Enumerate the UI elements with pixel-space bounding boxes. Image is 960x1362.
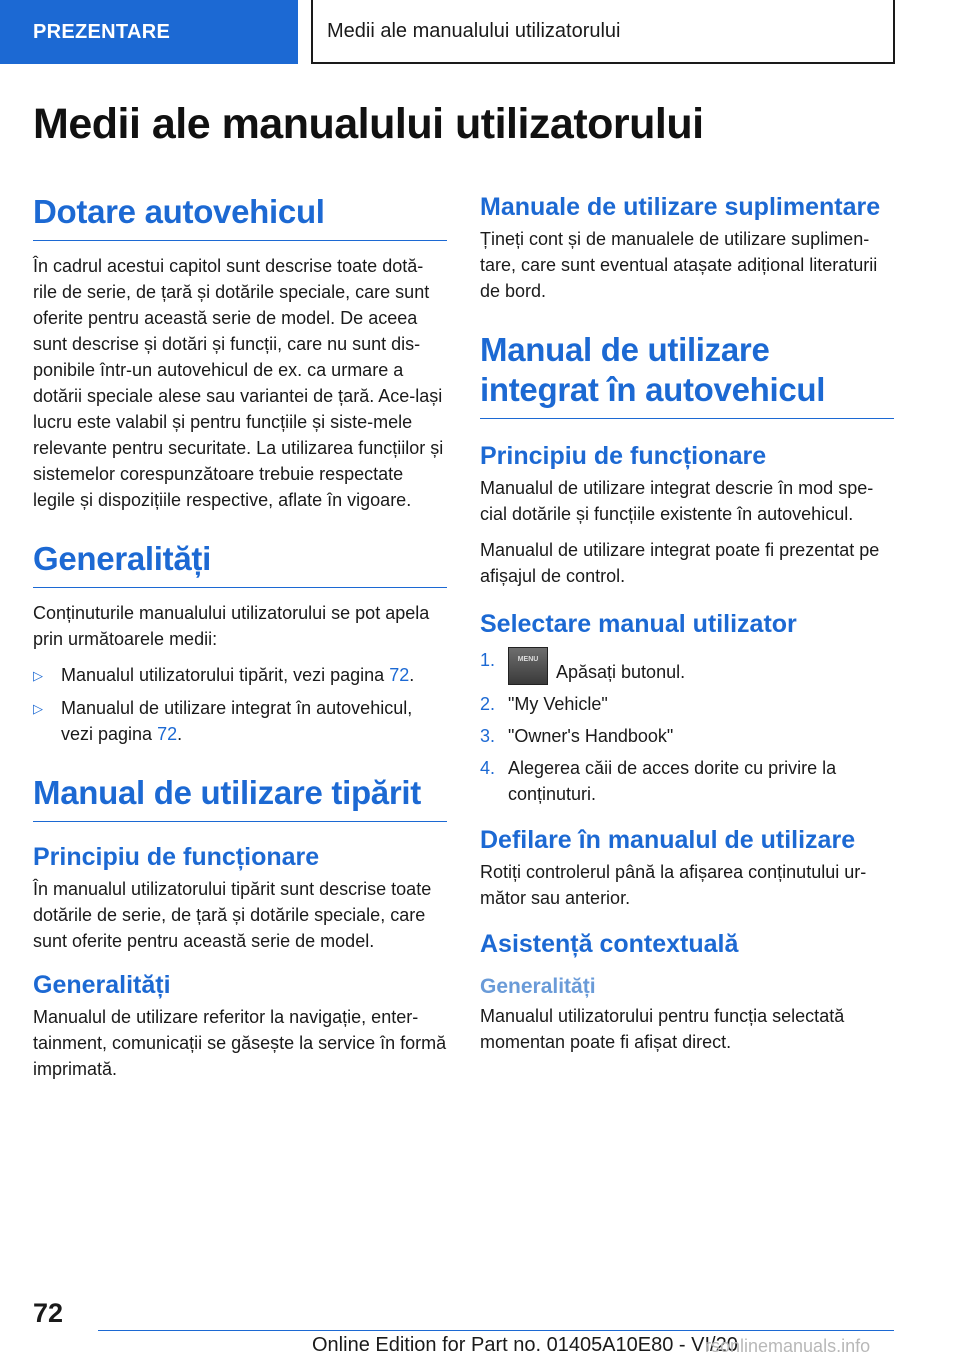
paragraph-dotare: În cadrul acestui capitol sunt descrise toate dotă‐rile de serie, de țară și dotările speciale, care sunt oferite pentru această serie de model. De aceea sunt descrise și dotări și funcții, care nu sunt dis‐ponibile într-un autovehicul de ex. ca urmare a dotării speciale alese sau variantei de țară. Ace‐lași lucru este valabil și pentru funcțiile și siste‐mele relevante pentru securitate. La utilizarea funcțiilor și sistemelor corespunzătoare trebuie respectate legile și dispozițiile respective, aflate în vigoare. (33, 256, 444, 510)
step-text: "My Vehicle" (508, 694, 608, 714)
step-item (480, 691, 894, 717)
subsubheading-generalitati: Generalități (480, 975, 596, 998)
page-number: 72 (33, 1298, 64, 1328)
step-text: "Owner's Handbook" (508, 726, 674, 746)
heading-manual-integrat: Manual de utilizare integrat în autovehicul (480, 330, 894, 419)
triangle-bullet-icon: ▷ (33, 668, 43, 683)
step-text: MENUApăsați butonul. (508, 647, 685, 685)
page-link[interactable]: 72 (389, 665, 410, 685)
subheading-selectare: Selectare manual utilizator (480, 610, 797, 638)
paragraph-principiu-integrat-1: Manualul de utilizare integrat descrie în mod spe‐cial dotările și funcțiile existente în autovehicul. (480, 478, 874, 524)
subheading-manuale-suplimentare: Manuale de utilizare suplimentare (480, 193, 881, 221)
paragraph-generalitati-print: Manualul de utilizare referitor la navigație, enter‐tainment, comunicații se găsește la service în formă imprimată. (33, 1007, 447, 1079)
chapter-header (311, 0, 895, 64)
triangle-bullet-icon: ▷ (33, 701, 43, 716)
paragraph-asistenta: Manualul utilizatorului pentru funcția selectată momentan poate fi afișat direct. (480, 1006, 845, 1052)
left-column (33, 192, 447, 1092)
step-number: 1. (480, 650, 496, 670)
step-text: Alegerea căii de acces dorite cu privire la conținuturi. (508, 758, 837, 804)
bullet-item (33, 662, 447, 689)
step-number: 2. (480, 694, 496, 714)
heading-generalitati: Generalități (33, 539, 447, 588)
bullet-text: Manualul de utilizare integrat în autovehicul, vezi pagina 72. (61, 698, 413, 744)
subheading-principiu: Principiu de funcționare (33, 843, 320, 871)
heading-dotare: Dotare autovehicul (33, 192, 447, 241)
step-item (480, 647, 894, 685)
footer-divider (98, 1330, 894, 1331)
subheading-defilare: Defilare în manualul de utilizare (480, 826, 856, 854)
menu-button-icon: MENU (508, 647, 548, 685)
chapter-header-label: Medii ale manualului utilizatorului (327, 19, 621, 42)
footer-edition: Online Edition for Part no. 01405A10E80 - VI/20 (312, 1334, 738, 1356)
paragraph-defilare: Rotiți controlerul până la afișarea conținutului ur‐mător sau anterior. (480, 862, 867, 908)
paragraph-principiu: În manualul utilizatorului tipărit sunt descrise toate dotările de serie, de țară și dotările speciale, care sunt oferite pentru această serie de model. (33, 879, 432, 951)
step-item (480, 723, 894, 749)
right-column (480, 192, 894, 1065)
watermark: rsonlinemanuals.info (705, 1336, 871, 1356)
bullet-item (33, 695, 447, 747)
page-title: Medii ale manualului utilizatorului (33, 100, 704, 148)
subheading-principiu-integrat: Principiu de funcționare (480, 442, 767, 470)
step-number: 3. (480, 726, 496, 746)
paragraph-suplimentare: Țineți cont și de manualele de utilizare suplimen‐tare, care sunt eventual atașate adițional literaturii de bord. (480, 229, 878, 301)
heading-manual-tiparit: Manual de utilizare tipărit (33, 773, 447, 822)
page-link[interactable]: 72 (157, 724, 178, 744)
bullet-text: Manualul utilizatorului tipărit, vezi pagina 72. (61, 665, 415, 685)
subheading-asistenta: Asistență contextuală (480, 930, 739, 958)
subheading-generalitati: Generalități (33, 971, 171, 999)
section-tab-label: PREZENTARE (33, 20, 171, 43)
section-tab (0, 0, 298, 64)
step-item (480, 755, 894, 807)
paragraph-principiu-integrat-2: Manualul de utilizare integrat poate fi prezentat pe afișajul de control. (480, 540, 880, 586)
paragraph-generalitati: Conținuturile manualului utilizatorului se pot apela prin următoarele medii: (33, 603, 430, 649)
step-number: 4. (480, 758, 496, 778)
